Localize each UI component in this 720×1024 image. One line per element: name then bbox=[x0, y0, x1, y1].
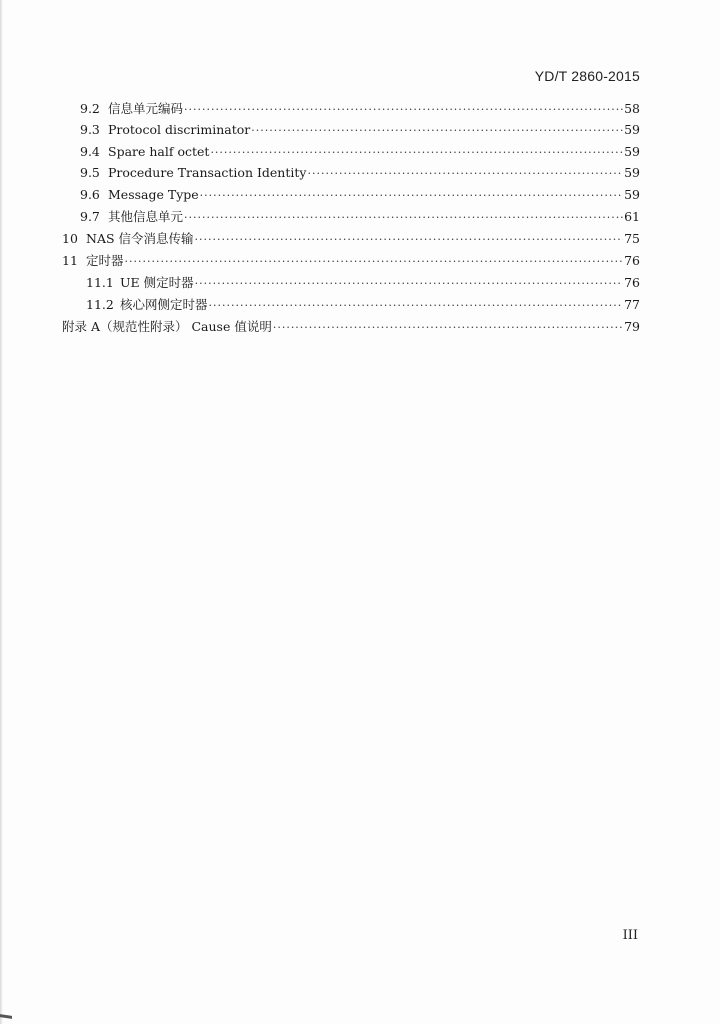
toc-entry-page: 76 bbox=[624, 275, 640, 290]
toc-entry-page: 77 bbox=[624, 297, 640, 312]
toc-entry-title: NAS 信令消息传输 bbox=[86, 231, 194, 246]
toc-entry-page: 75 bbox=[624, 231, 640, 246]
toc-entry-9-5[interactable] bbox=[80, 163, 640, 183]
toc-entry-11-2[interactable] bbox=[86, 295, 640, 315]
toc-entry-title: 附录 A（规范性附录） Cause 值说明 bbox=[62, 319, 272, 334]
toc-leader-dots bbox=[209, 295, 624, 316]
toc-entry-number: 9.3 bbox=[80, 122, 100, 137]
toc-leader-dots bbox=[251, 120, 623, 141]
scan-edge bbox=[0, 0, 3, 1024]
toc-entry-9-6[interactable] bbox=[80, 185, 640, 205]
toc-leader-dots bbox=[125, 251, 624, 272]
toc-entry-title: 定时器 bbox=[86, 253, 124, 268]
toc-entry-page: 61 bbox=[624, 209, 640, 224]
toc-leader-dots bbox=[210, 142, 623, 163]
toc-entry-annex-a[interactable] bbox=[62, 317, 640, 337]
toc-entry-11-1[interactable] bbox=[86, 273, 640, 293]
toc-entry-title: Protocol discriminator bbox=[108, 122, 251, 137]
toc-entry-title: 信息单元编码 bbox=[108, 101, 184, 116]
toc-entry-title: Procedure Transaction Identity bbox=[108, 165, 307, 180]
toc-entry-number: 9.7 bbox=[80, 209, 100, 224]
toc-entry-page: 59 bbox=[624, 187, 640, 202]
toc-entry-page: 59 bbox=[624, 122, 640, 137]
toc-entry-page: 59 bbox=[624, 165, 640, 180]
toc-leader-dots bbox=[273, 317, 623, 338]
toc-entry-number: 11.2 bbox=[86, 297, 114, 312]
toc-entry-page: 59 bbox=[624, 144, 640, 159]
toc-entry-10[interactable] bbox=[62, 229, 640, 249]
toc-leader-dots bbox=[307, 163, 623, 184]
toc-entry-number: 9.2 bbox=[80, 101, 100, 116]
toc-entry-title: Message Type bbox=[108, 187, 199, 202]
toc-entry-title: Spare half octet bbox=[108, 144, 210, 159]
toc-entry-number: 9.6 bbox=[80, 187, 100, 202]
toc-entry-page: 76 bbox=[624, 253, 640, 268]
toc-entry-number: 9.4 bbox=[80, 144, 100, 159]
toc-entry-title: 其他信息单元 bbox=[108, 209, 184, 224]
toc-entry-page: 58 bbox=[624, 101, 640, 116]
toc-leader-dots bbox=[184, 207, 623, 228]
toc-entry-title: 核心网侧定时器 bbox=[120, 297, 208, 312]
toc-leader-dots bbox=[200, 185, 623, 206]
toc-entry-page: 79 bbox=[624, 319, 640, 334]
page-folio: III bbox=[622, 928, 638, 943]
document-id-header: YD/T 2860-2015 bbox=[534, 68, 640, 84]
toc-leader-dots bbox=[195, 229, 624, 250]
toc-entry-number: 11.1 bbox=[86, 275, 114, 290]
toc-entry-number: 11 bbox=[62, 253, 78, 268]
toc-entry-9-7[interactable] bbox=[80, 207, 640, 227]
toc-entry-9-2[interactable] bbox=[80, 99, 640, 119]
toc-entry-title: UE 侧定时器 bbox=[120, 275, 194, 290]
toc-entry-9-3[interactable] bbox=[80, 120, 640, 140]
toc-leader-dots bbox=[184, 99, 623, 120]
toc-leader-dots bbox=[195, 273, 623, 294]
toc-entry-11[interactable] bbox=[62, 251, 640, 271]
toc-entry-number: 9.5 bbox=[80, 165, 100, 180]
toc-entry-9-4[interactable] bbox=[80, 142, 640, 162]
toc-entry-number: 10 bbox=[62, 231, 78, 246]
